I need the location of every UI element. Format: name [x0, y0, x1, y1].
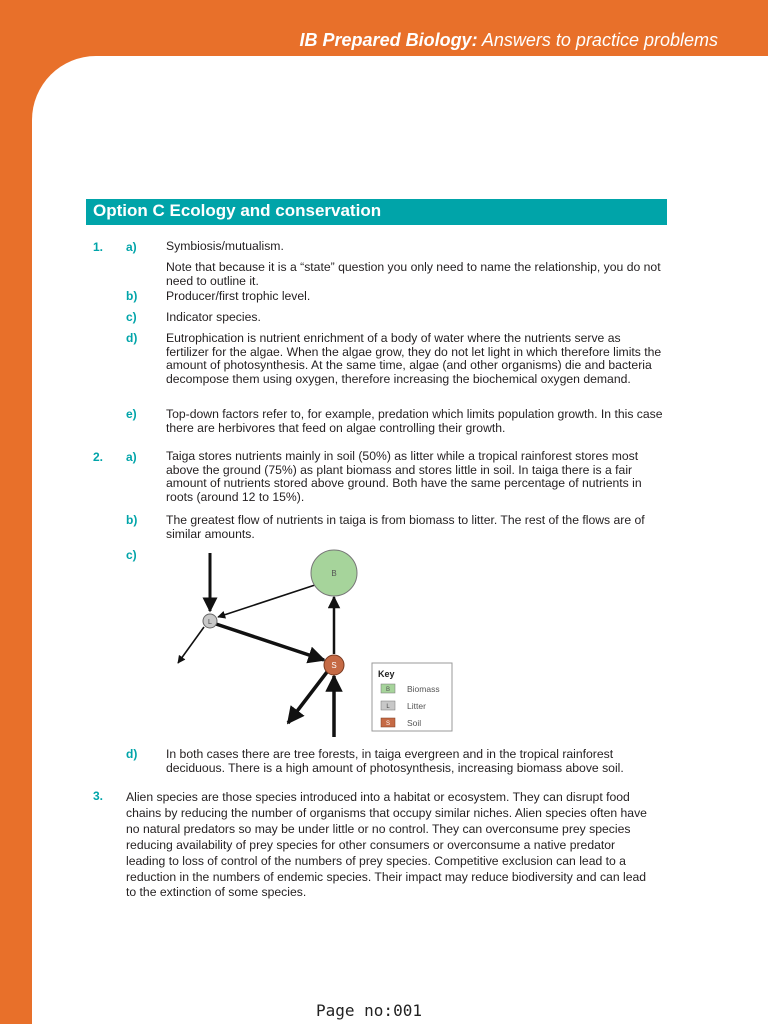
biomass-to-litter-arrow [218, 585, 315, 617]
q2-b-label: b) [126, 513, 138, 527]
q2-a-label: a) [126, 450, 137, 464]
nutrient-flow-diagram [160, 545, 460, 740]
header-title [300, 30, 718, 51]
q1-b-label: b) [126, 289, 138, 303]
key-biomass-letter: B [385, 687, 391, 693]
page-number: Page no:001 [316, 1001, 422, 1020]
q1-c-text: Indicator species. [166, 310, 261, 324]
left-band [0, 0, 32, 1024]
q3-text: Alien species are those species introduced into a habitat or ecosystem. They can disrupt food chains by reducing the number of organisms that occupy similar niches. Alien species often have no natural predators so may be under little or no control. They can overconsume prey species reducing availability of prey species for other consumers or overconsume a native predator leading to loss of control of the numbers of prey species. Competitive exclusion can lead to a reduction in the numbers of endemic species. Their impact may reduce biodiversity and can lead to the extinction of some species. [126, 790, 647, 900]
litter-node-label: L [208, 619, 212, 626]
biomass-node-label: B [331, 569, 337, 578]
header-title-bold: IB Prepared Biology: [299, 30, 478, 50]
q1-b-text: Producer/first trophic level. [166, 289, 311, 303]
q2-a-text: Taiga stores nutrients mainly in soil (50%) as litter while a tropical rainforest stores most above the ground (75%) as plant biomass and stores little in soil. In taiga there is a fair amount of nutrients stored above ground. Both have the same percentage of nutrients in roots (around 12 to 15%). [166, 449, 642, 504]
litter-to-soil-arrow [216, 624, 324, 660]
key-title: Key [378, 669, 395, 679]
key-soil-letter: S [385, 721, 391, 727]
question-3-number: 3. [93, 789, 104, 803]
key-litter-label: Litter [407, 701, 426, 711]
question-1-number: 1. [93, 240, 104, 254]
q1-a-text: Symbiosis/mutualism. [166, 239, 284, 253]
q2-d-text: In both cases there are tree forests, in taiga evergreen and in the tropical rainforest deciduous. There is a high amount of photosynthesis, increasing biomass above soil. [166, 747, 624, 775]
q1-a-label: a) [126, 240, 137, 254]
q2-d-label: d) [126, 747, 138, 761]
soil-node-label: S [331, 661, 337, 670]
q1-a-note: Note that because it is a “state” question you only need to name the relationship, you do not need to outline it. [166, 260, 661, 288]
q1-d-label: d) [126, 331, 138, 345]
q2-b-text: The greatest flow of nutrients in taiga is from biomass to litter. The rest of the flows are of similar amounts. [166, 513, 645, 541]
header-title-rest: Answers to practice problems [477, 30, 718, 50]
q2-c-label: c) [126, 548, 137, 562]
litter-loss-arrow [178, 627, 204, 663]
question-2-number: 2. [93, 450, 104, 464]
q1-e-label: e) [126, 407, 137, 421]
soil-loss-arrow [288, 672, 327, 723]
q1-e-text: Top-down factors refer to, for example, predation which limits population growth. In this case there are herbivores that feed on algae controlling their growth. [166, 407, 663, 435]
key-litter-letter: L [386, 704, 390, 710]
q1-d-text: Eutrophication is nutrient enrichment of a body of water where the nutrients serve as fertilizer for the algae. When the algae grow, they do not let light in which therefore limits the amount of photosynthesis. At the same time, algae (and other organisms) die and bacteria decompose them using oxygen, therefore increasing the biochemical oxygen demand. [166, 331, 662, 386]
key-soil-label: Soil [407, 718, 422, 728]
section-title: Option C Ecology and conservation [86, 199, 667, 225]
key-biomass-label: Biomass [407, 684, 440, 694]
q1-c-label: c) [126, 310, 137, 324]
